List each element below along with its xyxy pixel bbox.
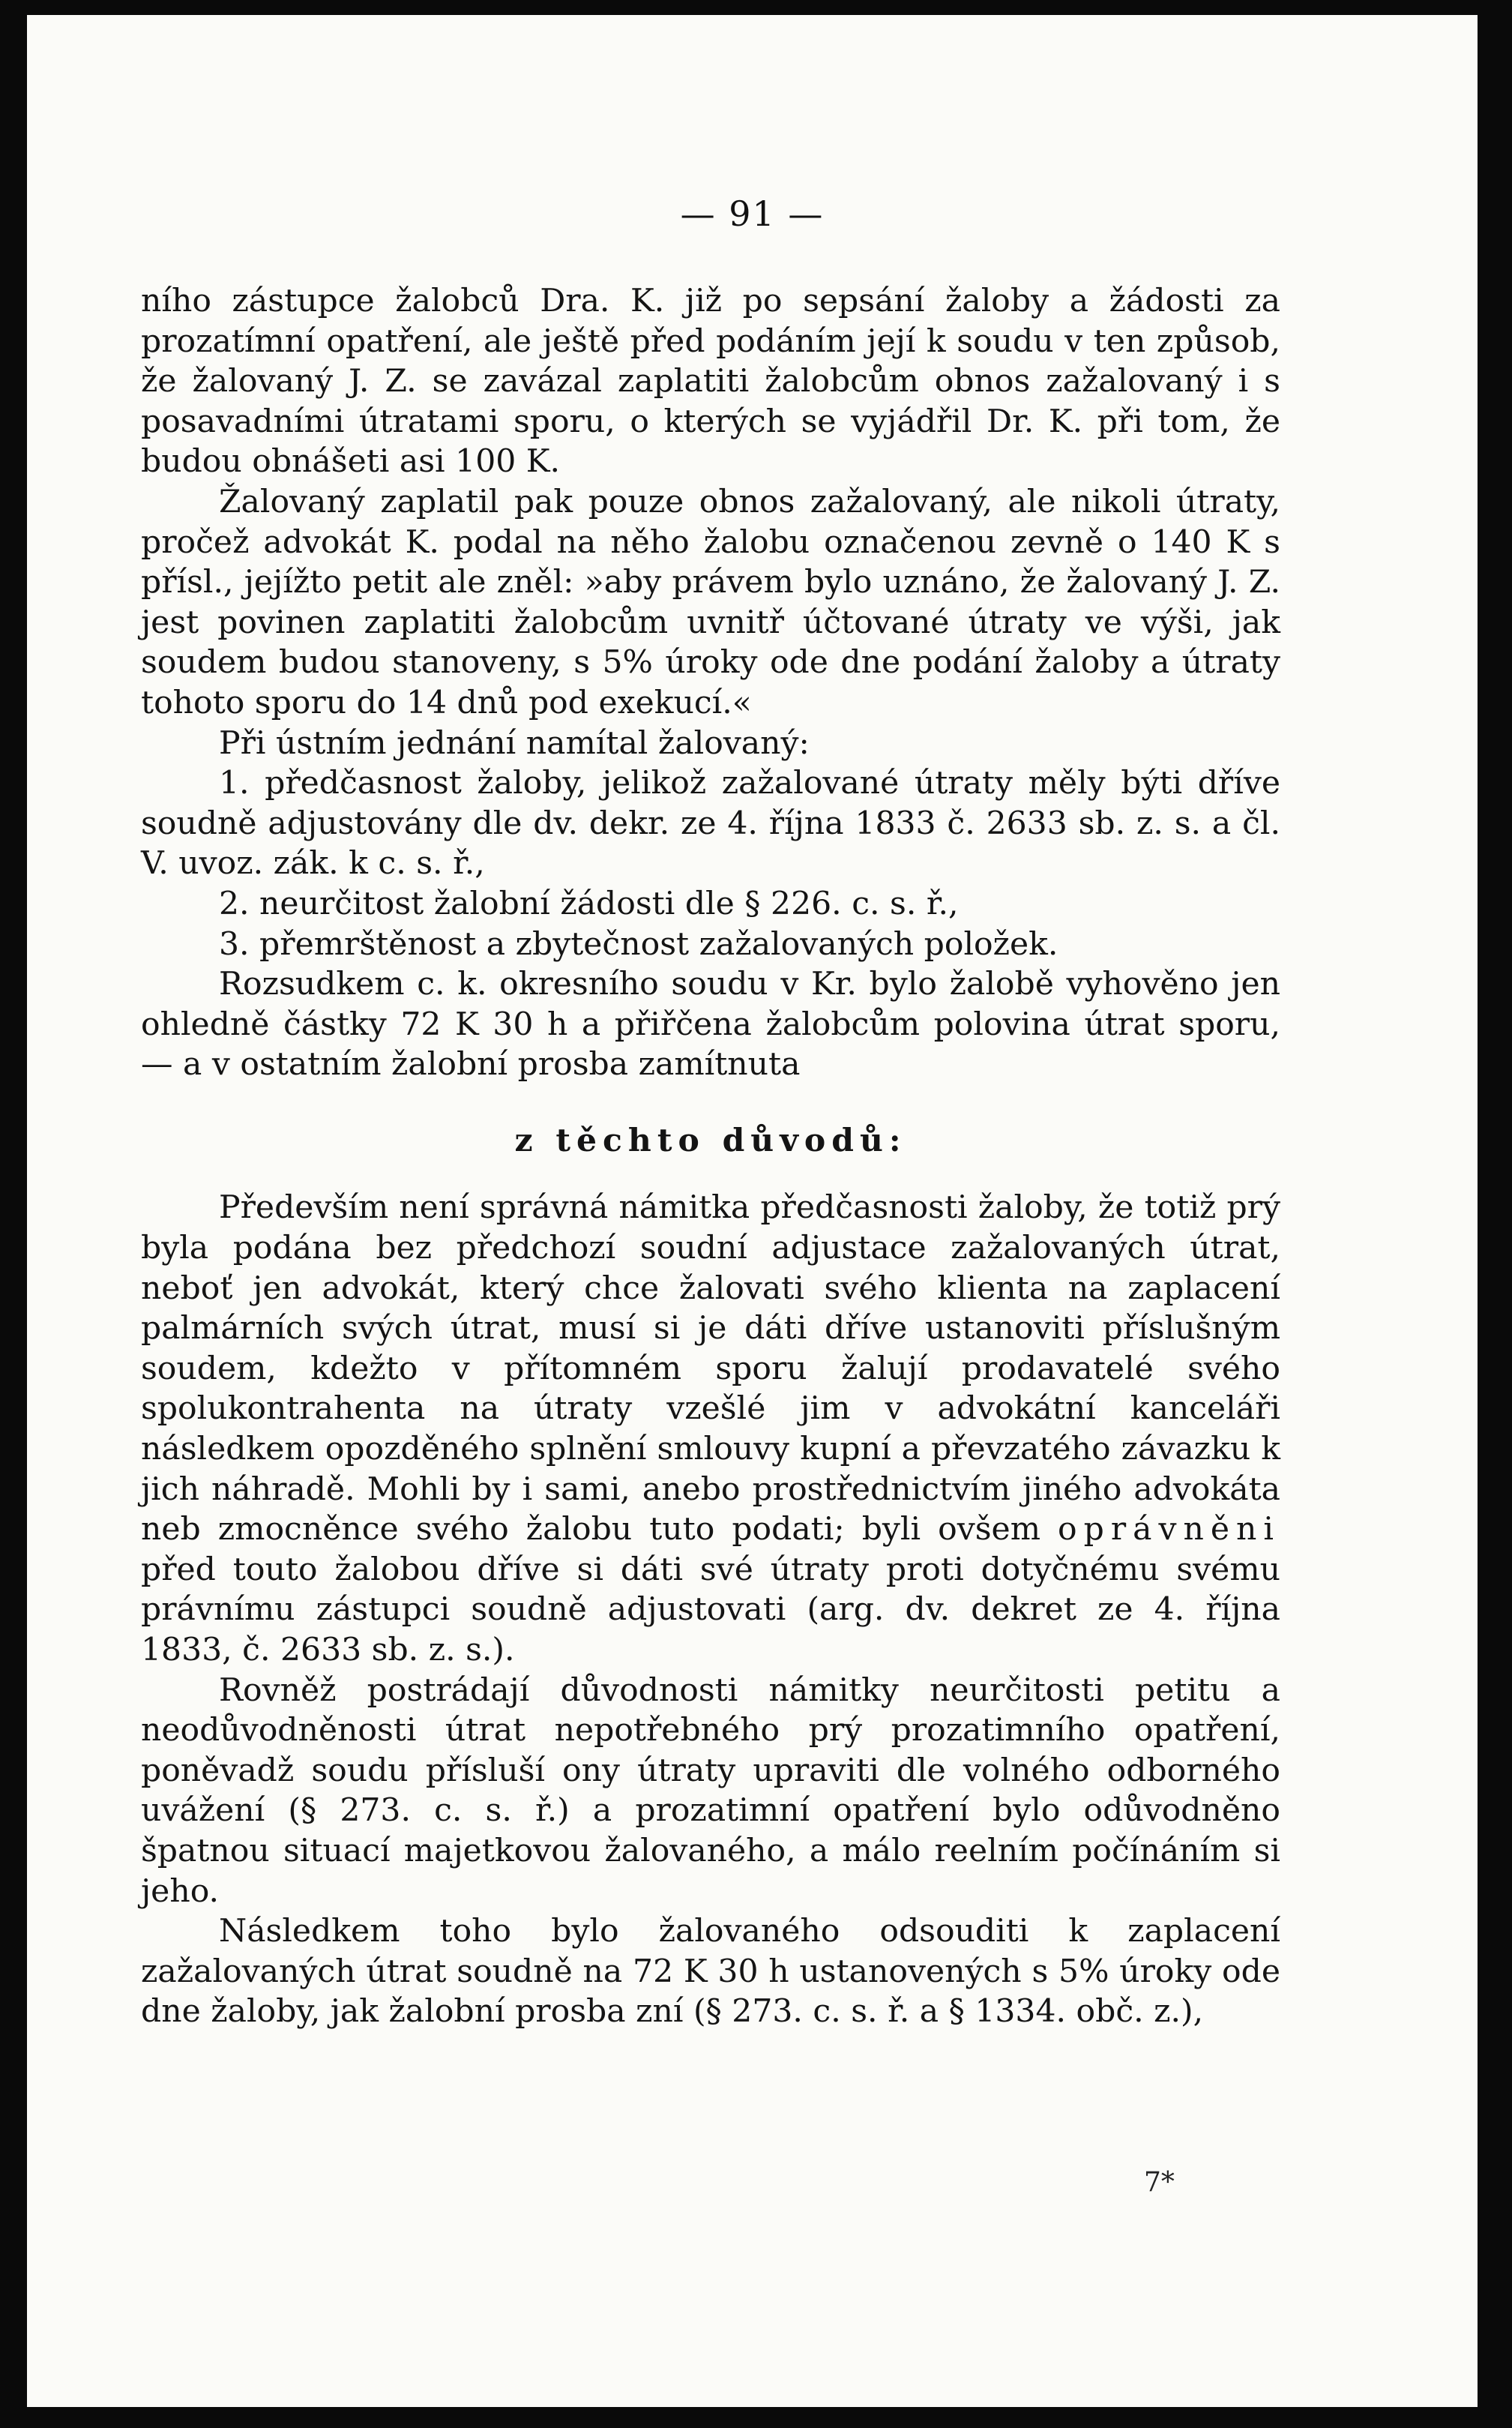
- paragraph-6: Rovněž postrádají důvodnosti námitky neurčitosti petitu a neodůvodněnosti útrat nepotřebného prý prozatimního opatření, poněvadž soudu přísluší ony útraty upraviti dle volného odborného uvážení (§ 273. c. s. ř.) a prozatimní opatření bylo odůvodněno špatnou situací majetkovou žalovaného, a málo reelním počínáním si jeho.: [141, 1671, 1280, 1910]
- book-page: [27, 15, 1478, 2407]
- paragraph-5-spaced-word: oprávněni: [1058, 1511, 1280, 1548]
- section-heading: z těchto důvodů:: [514, 1121, 907, 1159]
- paragraph-7: Následkem toho bylo žalovaného odsouditi k zaplacení zažalovaných útrat soudně na 72 K 30 h ustanovených s 5% úroky ode dne žaloby, jak žalobní prosba zní (§ 273. c. s. ř. a § 1334. obč. z.),: [141, 1913, 1280, 2031]
- signature-mark: 7*: [1144, 2167, 1175, 2198]
- objection-item-3: 3. přemrštěnost a zbytečnost zažalovaných položek.: [219, 925, 1058, 963]
- objection-item-1: 1. předčasnost žaloby, jelikož zažalované útraty měly býti dříve soudně adjustovány dle dv. dekr. ze 4. října 1833 č. 2633 sb. z. s. a čl. V. uvoz. zák. k c. s. ř.,: [141, 765, 1280, 883]
- objection-item-2: 2. neurčitost žalobní žádosti dle § 226. c. s. ř.,: [219, 885, 959, 922]
- paragraph-1: ního zástupce žalobců Dra. K. již po sepsání žaloby a žádosti za prozatímní opatření, ale ještě před podáním její k soudu v ten způsob, že žalovaný J. Z. se zavázal zaplatiti žalobcům obnos zažalovaný i s posavadními útratami sporu, o kterých se vyjádřil Dr. K. při tom, že budou obnášeti asi 100 K.: [141, 283, 1280, 481]
- paragraph-2: Žalovaný zaplatil pak pouze obnos zažalovaný, ale nikoli útraty, pročež advokát K. podal na něho žalobu označenou zevně o 140 K s přísl., jejížto petit ale zněl: »aby právem bylo uznáno, že žalovaný J. Z. jest povinen zaplatiti žalobcům uvnitř účtované útraty ve výši, jak soudem budou stanoveny, s 5% úroky ode dne podání žaloby a útraty tohoto sporu do 14 dnů pod exekucí.«: [141, 483, 1280, 721]
- paragraph-5-part-a: Především není správná námitka předčasnosti žaloby, že totiž prý byla podána bez předchozí soudní adjustace zažalovaných útrat, neboť jen advokát, který chce žalovati svého klienta na zaplacení palmárních svých útrat, musí si je dáti dříve ustanoviti příslušným soudem, kdežto v přítomném sporu žalují prodavatelé svého spolukontrahenta na útraty vzešlé jim v advokátní kanceláři následkem opozděného splnění smlouvy kupní a převzatého závazku k jich náhradě. Mohli by i sami, anebo prostřednictvím jiného advokáta neb zmocněnce svého žalobu tuto podati; byli ovšem: [141, 1189, 1280, 1548]
- page-number: — 91 —: [680, 193, 825, 234]
- body-text: [141, 281, 1280, 2032]
- paragraph-4: Rozsudkem c. k. okresního soudu v Kr. bylo žalobě vyhověno jen ohledně částky 72 K 30 h a přiřčena žalobcům polovina útrat sporu, — a v ostatním žalobní prosba zamítnuta: [141, 966, 1280, 1084]
- paragraph-3: Při ústním jednání namítal žalovaný:: [219, 724, 810, 762]
- paragraph-5-part-b: před touto žalobou dříve si dáti své útraty proti dotyčnému svému právnímu zástupci soudně adjustovati (arg. dv. dekret ze 4. října 1833, č. 2633 sb. z. s.).: [141, 1551, 1280, 1668]
- paragraph-5: [141, 1188, 1280, 1670]
